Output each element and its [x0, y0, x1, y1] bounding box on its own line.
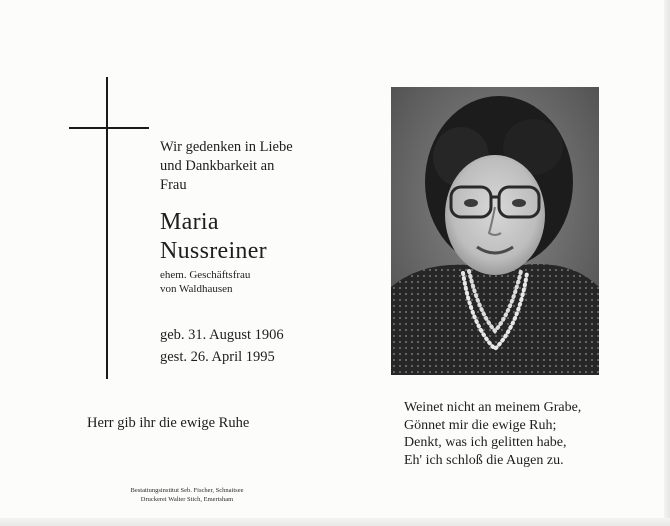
occupation — [160, 268, 250, 296]
cross-horizontal-bar — [69, 127, 149, 129]
blessing-text: Herr gib ihr die ewige Ruhe — [87, 415, 250, 431]
intro-line: Wir gedenken in Liebe — [160, 139, 293, 155]
intro-line: Frau — [160, 177, 187, 193]
cross-vertical-bar — [106, 77, 108, 379]
printer-credits — [112, 486, 262, 504]
credit-line: Bestattungsinstitut Seb. Fischer, Schnaitsee — [130, 487, 244, 494]
portrait-illustration — [391, 87, 599, 375]
portrait-photo — [391, 87, 599, 375]
occupation-line: ehem. Geschäftsfrau — [160, 269, 251, 281]
credit-line: Druckerei Walter Stich, Emertsham — [140, 496, 234, 503]
poem — [404, 399, 581, 469]
card-edge — [664, 0, 670, 526]
occupation-line: von Waldhausen — [160, 283, 233, 295]
remembrance-intro — [160, 138, 293, 195]
intro-line: und Dankbarkeit an — [160, 158, 275, 174]
deceased-name — [160, 208, 267, 266]
poem-line: Denkt, was ich gelitten habe, — [404, 435, 567, 450]
poem-line: Weinet nicht an meinem Grabe, — [404, 400, 582, 415]
card-edge — [0, 518, 670, 526]
death-date: gest. 26. April 1995 — [160, 349, 275, 365]
last-name: Nussreiner — [160, 238, 267, 264]
life-dates — [160, 324, 284, 368]
poem-line: Gönnet mir die ewige Ruh; — [404, 417, 557, 433]
poem-line: Eh' ich schloß die Augen zu. — [404, 452, 564, 468]
birth-date: geb. 31. August 1906 — [160, 327, 284, 343]
first-name: Maria — [160, 209, 219, 235]
